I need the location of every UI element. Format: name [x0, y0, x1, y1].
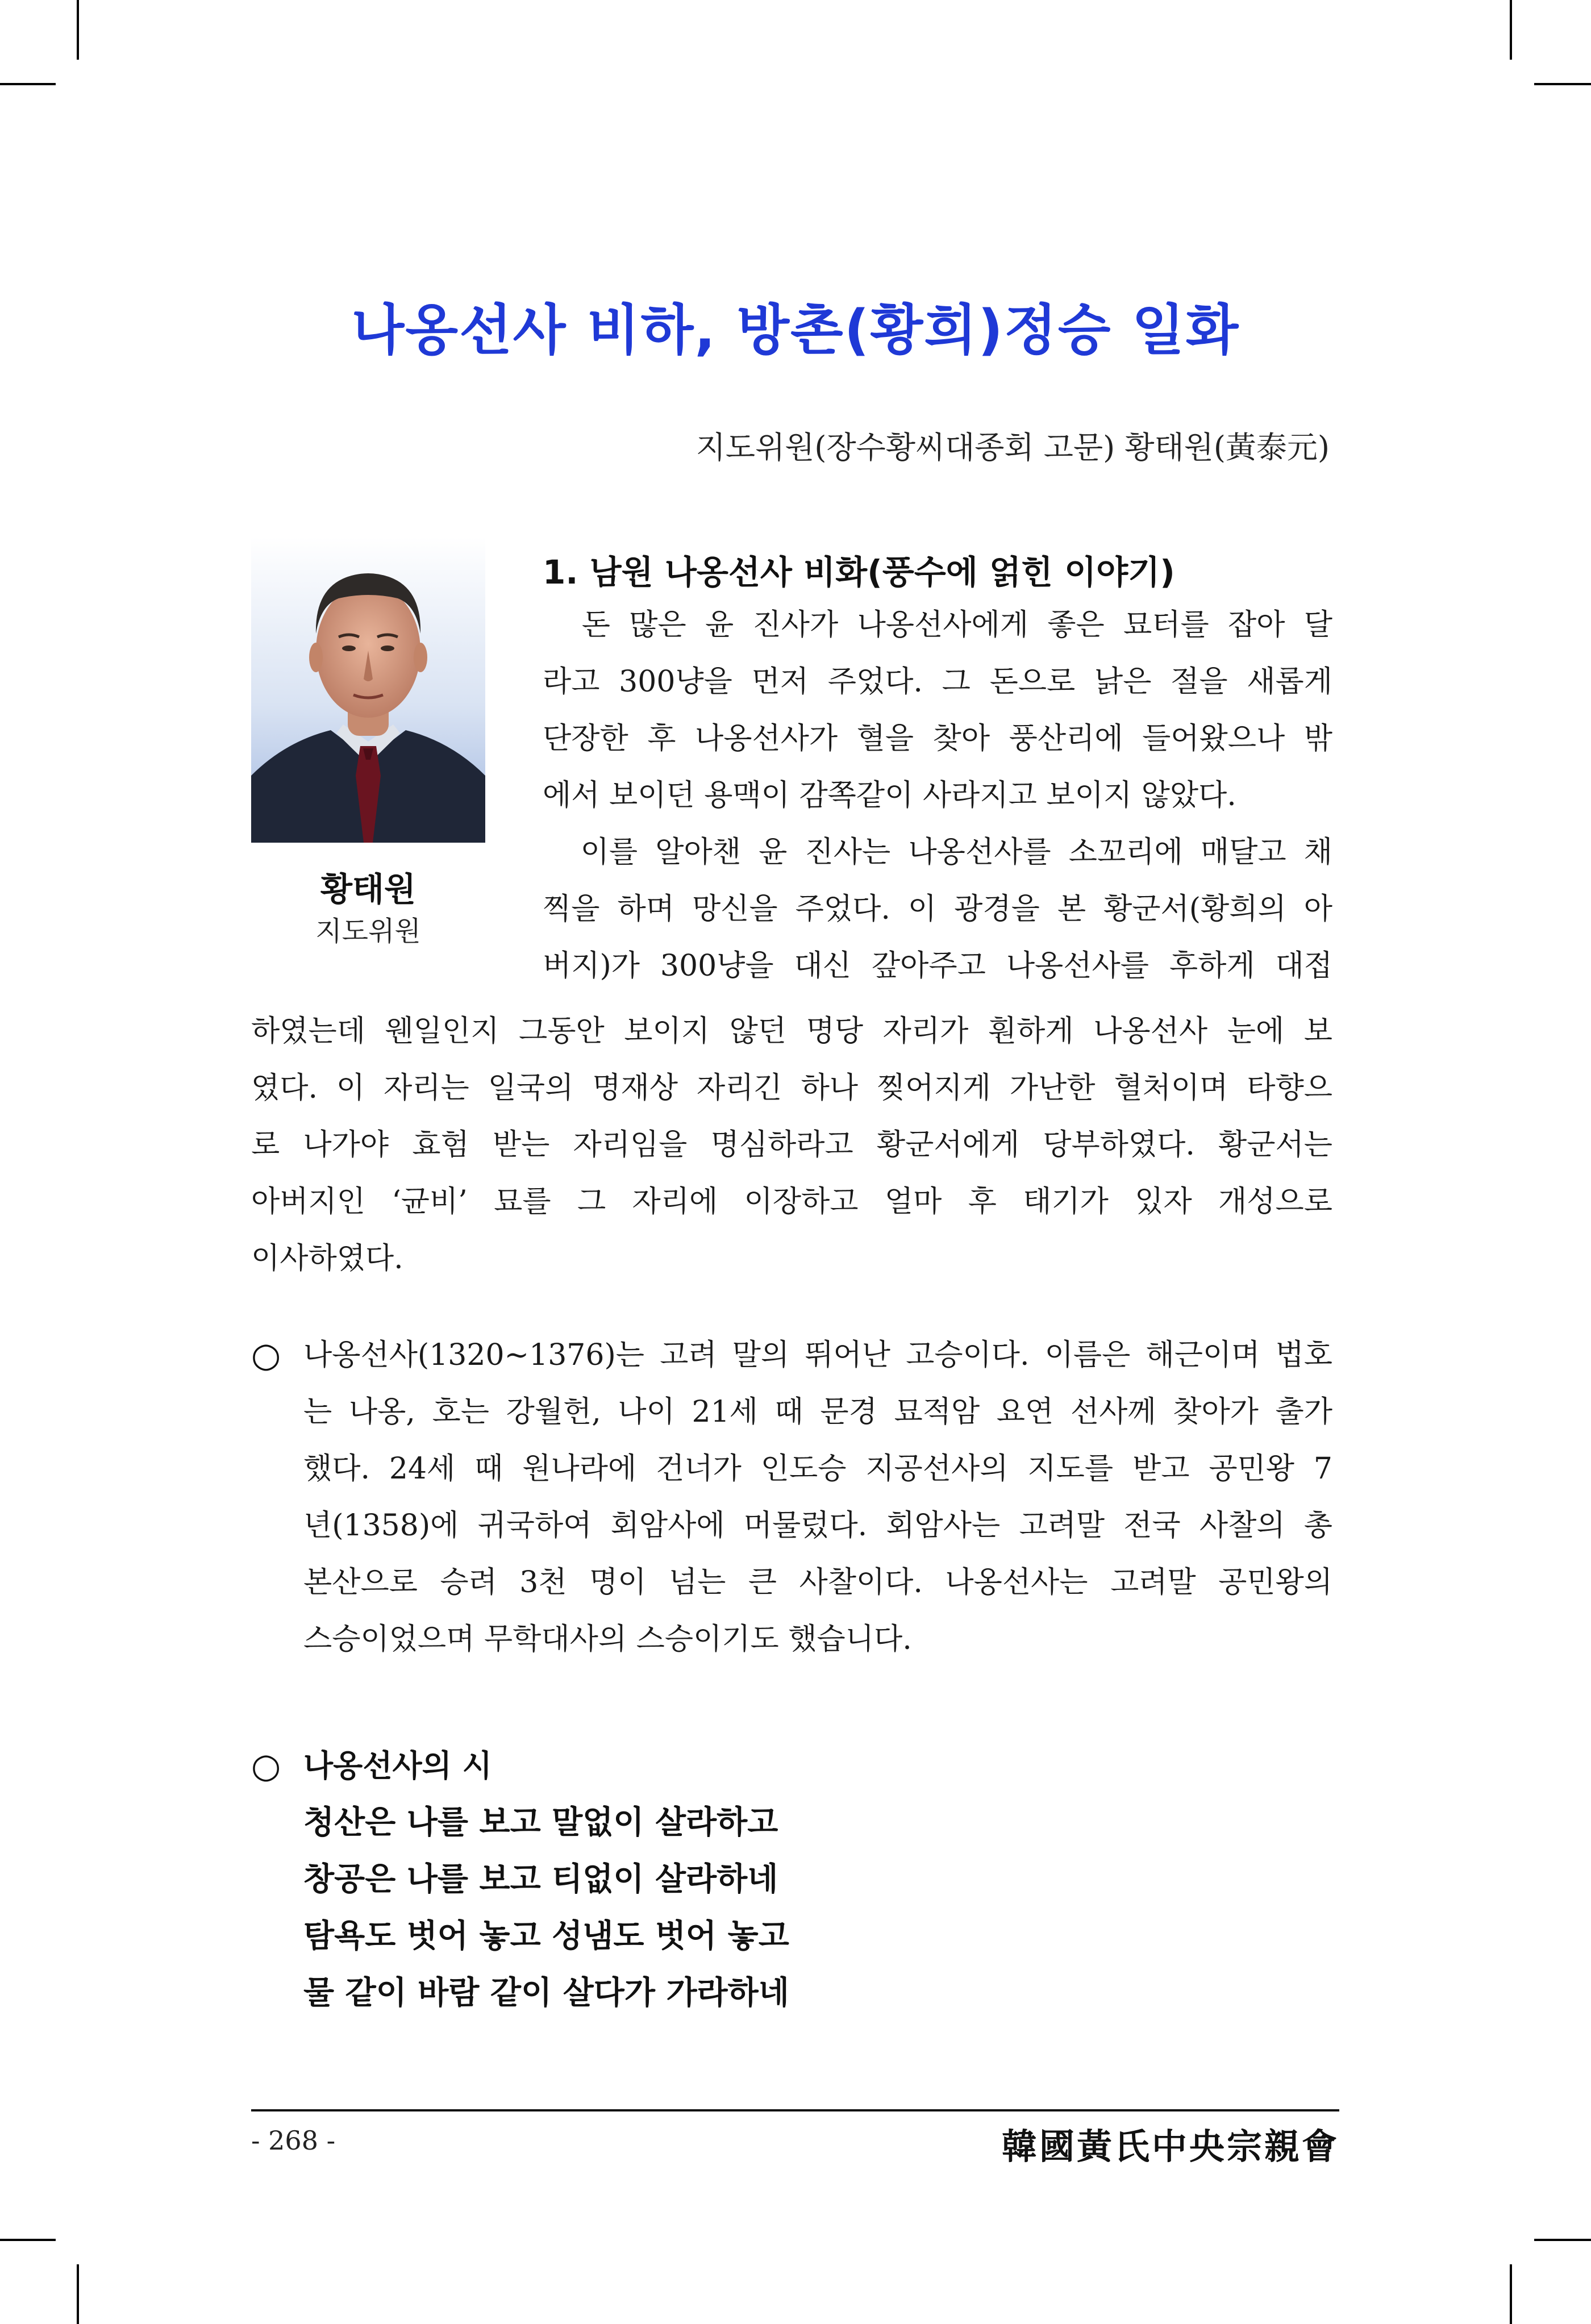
byline: 지도위원(장수황씨대종회 고문) 황태원(黃泰元): [695, 430, 1330, 465]
poem-line: 탐욕도 벗어 놓고 성냄도 벗어 놓고: [303, 1918, 789, 1955]
section-heading: 1. 남원 나옹선사 비화(풍수에 얽힌 이야기): [543, 553, 1175, 592]
poem-line: 창공은 나를 보고 티없이 살라하네: [303, 1861, 778, 1898]
text-line: 는 나옹, 호는 강월헌, 나이 21세 때 문경 묘적암 요연 선사께 찾아가 출가: [303, 1395, 1332, 1429]
page-number: - 268 -: [251, 2125, 336, 2156]
section-body-wide: [251, 1003, 1332, 1287]
text-line: 년(1358)에 귀국하여 회암사에 머물렀다. 회암사는 고려말 전국 사찰의 총: [303, 1509, 1332, 1543]
crop-mark: [1534, 83, 1591, 85]
circle-bullet-icon: ○: [251, 1335, 281, 1375]
text-line: 단장한 후 나옹선사가 혈을 찾아 풍산리에 들어왔으나 밖: [543, 722, 1332, 756]
poem-line: 물 같이 바람 같이 살다가 가라하네: [303, 1975, 789, 2011]
crop-mark: [0, 2239, 56, 2241]
text-line: 나옹선사(1320~1376)는 고려 말의 뛰어난 고승이다. 이름은 해근이며 법호: [303, 1338, 1332, 1372]
text-line: 라고 300냥을 먼저 주었다. 그 돈으로 낡은 절을 새롭게: [543, 665, 1332, 699]
text-line: 버지)가 300냥을 대신 갚아주고 나옹선사를 후하게 대접: [543, 949, 1332, 983]
text-line: 스승이었으며 무학대사의 스승이기도 했습니다.: [303, 1622, 912, 1656]
crop-mark: [1510, 0, 1512, 60]
text-line: 돈 많은 윤 진사가 나옹선사에게 좋은 묘터를 잡아 달: [543, 608, 1332, 642]
text-line: 찍을 하며 망신을 주었다. 이 광경을 본 황군서(황희의 아: [543, 892, 1332, 926]
poem-line: 청산은 나를 보고 말없이 살라하고: [303, 1804, 778, 1841]
section-body-narrow: [543, 597, 1332, 994]
crop-mark: [77, 2264, 79, 2324]
author-role: 지도위원: [315, 915, 421, 947]
poem-block: [251, 1738, 1332, 2022]
crop-mark: [1534, 2239, 1591, 2241]
text-line: 아버지인 ‘균비’ 묘를 그 자리에 이장하고 얼마 후 태기가 있자 개성으로: [251, 1185, 1332, 1219]
crop-mark: [0, 83, 56, 85]
footer-rule: [251, 2109, 1339, 2111]
text-line: 였다. 이 자리는 일국의 명재상 자리긴 하나 찢어지게 가난한 혈처이며 타향으: [251, 1071, 1332, 1105]
poem-heading: 나옹선사의 시: [303, 1748, 492, 1784]
footer-organization: 韓國黃氏中央宗親會: [1001, 2126, 1339, 2167]
note-block: [251, 1327, 1332, 1668]
text-line: 로 나가야 효험 받는 자리임을 명심하라고 황군서에게 당부하였다. 황군서는: [251, 1128, 1332, 1162]
author-photo: [251, 537, 485, 843]
text-line: 본산으로 승려 3천 명이 넘는 큰 사찰이다. 나옹선사는 고려말 공민왕의: [303, 1565, 1332, 1600]
crop-mark: [77, 0, 79, 60]
text-line: 이를 알아챈 윤 진사는 나옹선사를 소꼬리에 매달고 채: [543, 835, 1332, 869]
crop-mark: [1510, 2264, 1512, 2324]
text-line: 했다. 24세 때 원나라에 건너가 인도승 지공선사의 지도를 받고 공민왕 7: [303, 1452, 1332, 1486]
text-line: 에서 보이던 용맥이 감쪽같이 사라지고 보이지 않았다.: [543, 778, 1236, 813]
text-line: 이사하였다.: [251, 1242, 403, 1276]
circle-bullet-icon: ○: [251, 1746, 281, 1786]
article-title: 나옹선사 비하, 방촌(황희)정승 일화: [351, 298, 1240, 362]
author-name: 황태원: [320, 870, 417, 909]
text-line: 하였는데 웬일인지 그동안 보이지 않던 명당 자리가 훤하게 나옹선사 눈에 보: [251, 1014, 1332, 1048]
